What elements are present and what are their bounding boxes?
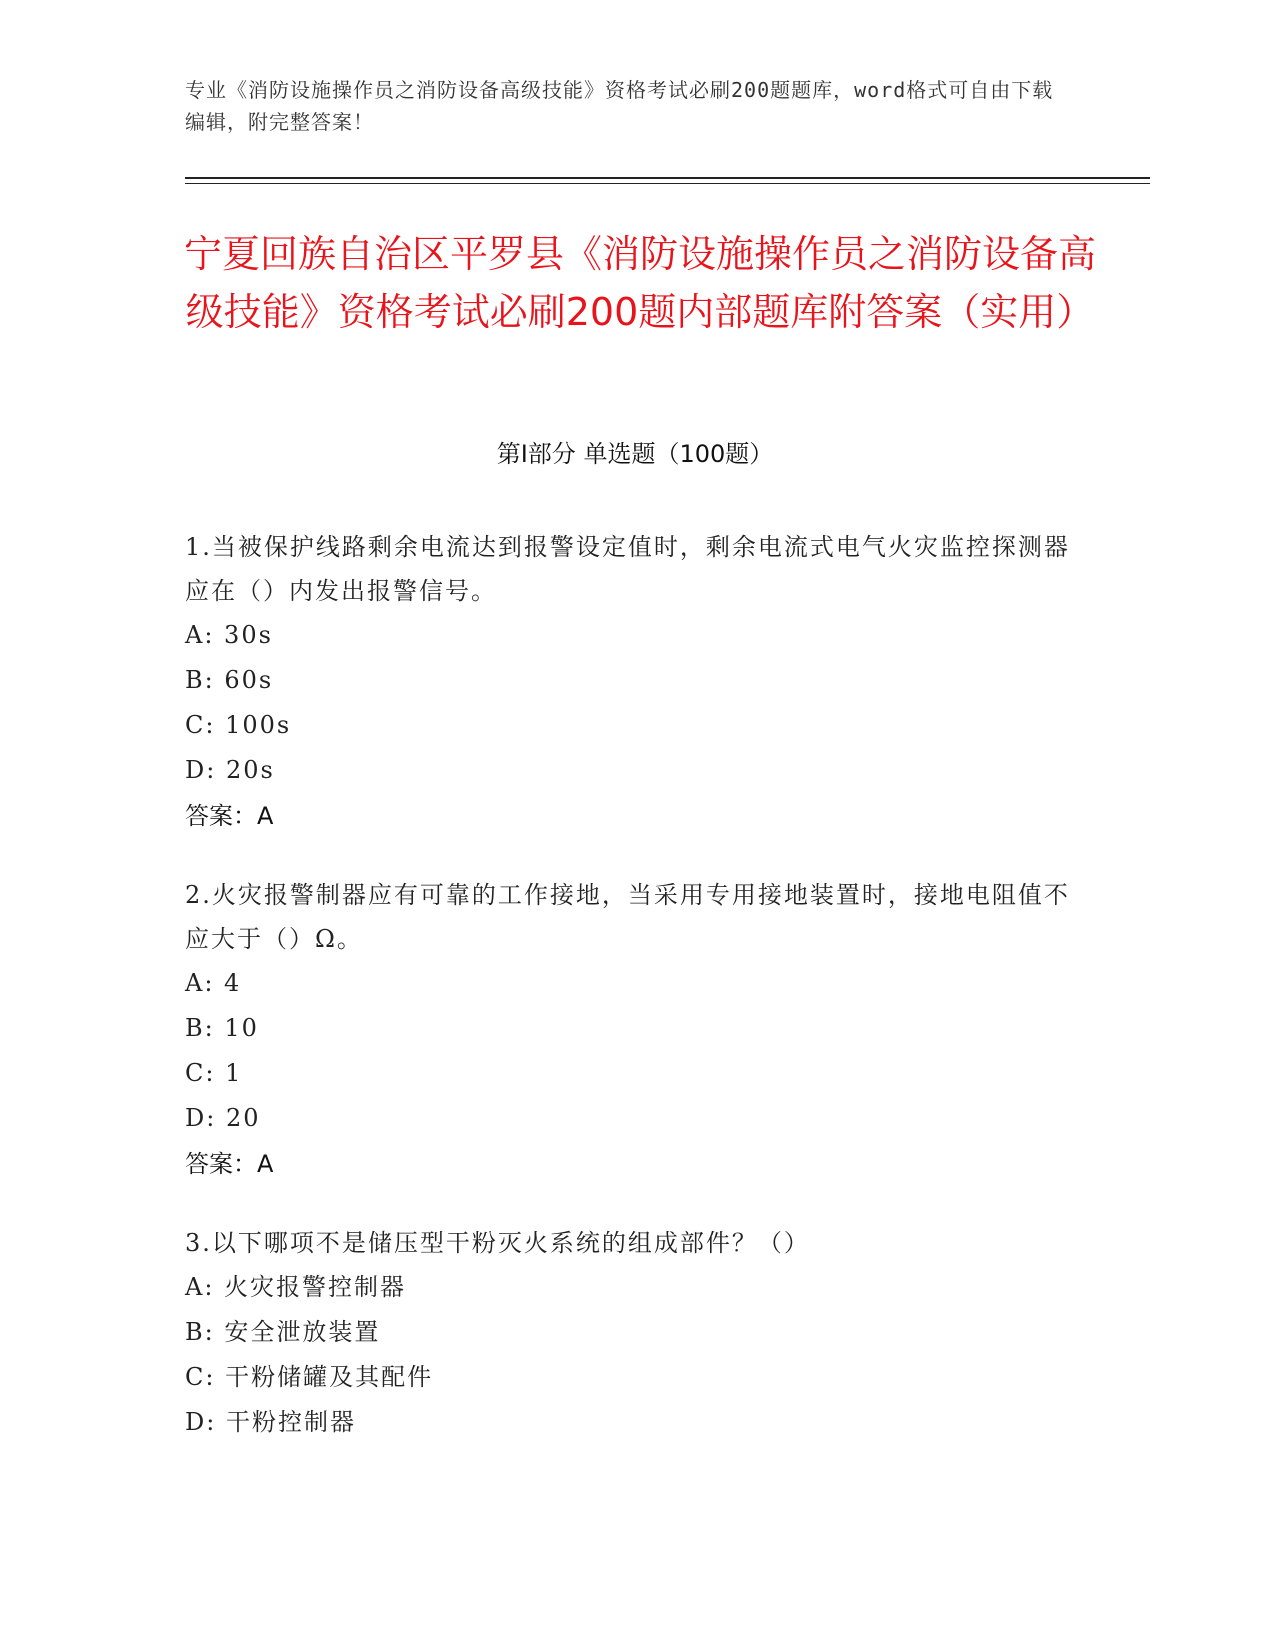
question-list [185, 525, 1085, 1479]
header-divider-thick [185, 177, 1150, 179]
answer: 答案：A [185, 1150, 274, 1178]
question-3 [185, 1221, 1085, 1445]
question-stem: 2.火灾报警制器应有可靠的工作接地，当采用专用接地装置时，接地电阻值不应大于（）Ω。 [185, 881, 1070, 953]
option-d: D: 20s [185, 756, 275, 784]
header-divider-thin [185, 183, 1150, 184]
option-a: A: 4 [185, 969, 242, 997]
option-d: D: 20 [185, 1104, 261, 1132]
question-2 [185, 873, 1085, 1187]
section-title: 第I部分 单选题（100题） [496, 440, 774, 468]
option-c: C: 1 [185, 1059, 243, 1087]
option-c: C: 干粉储罐及其配件 [185, 1363, 434, 1391]
answer: 答案：A [185, 802, 274, 830]
option-b: B: 安全泄放装置 [185, 1318, 381, 1346]
option-c: C: 100s [185, 711, 292, 739]
question-stem: 3.以下哪项不是储压型干粉灭火系统的组成部件？（） [185, 1229, 810, 1257]
document-title: 宁夏回族自治区平罗县《消防设施操作员之消防设备高级技能》资格考试必刷200题内部题库附答案（实用） [183, 232, 1096, 334]
question-1 [185, 525, 1085, 839]
option-a: A: 30s [185, 621, 273, 649]
header-note: 专业《消防设施操作员之消防设备高级技能》资格考试必刷200题题库，word格式可自由下载编辑，附完整答案！ [185, 78, 1054, 134]
question-stem: 1.当被保护线路剩余电流达到报警设定值时，剩余电流式电气火灾监控探测器应在（）内发出报警信号。 [185, 533, 1070, 605]
option-d: D: 干粉控制器 [185, 1408, 356, 1436]
option-b: B: 10 [185, 1014, 259, 1042]
option-b: B: 60s [185, 666, 274, 694]
option-a: A: 火灾报警控制器 [185, 1273, 407, 1301]
